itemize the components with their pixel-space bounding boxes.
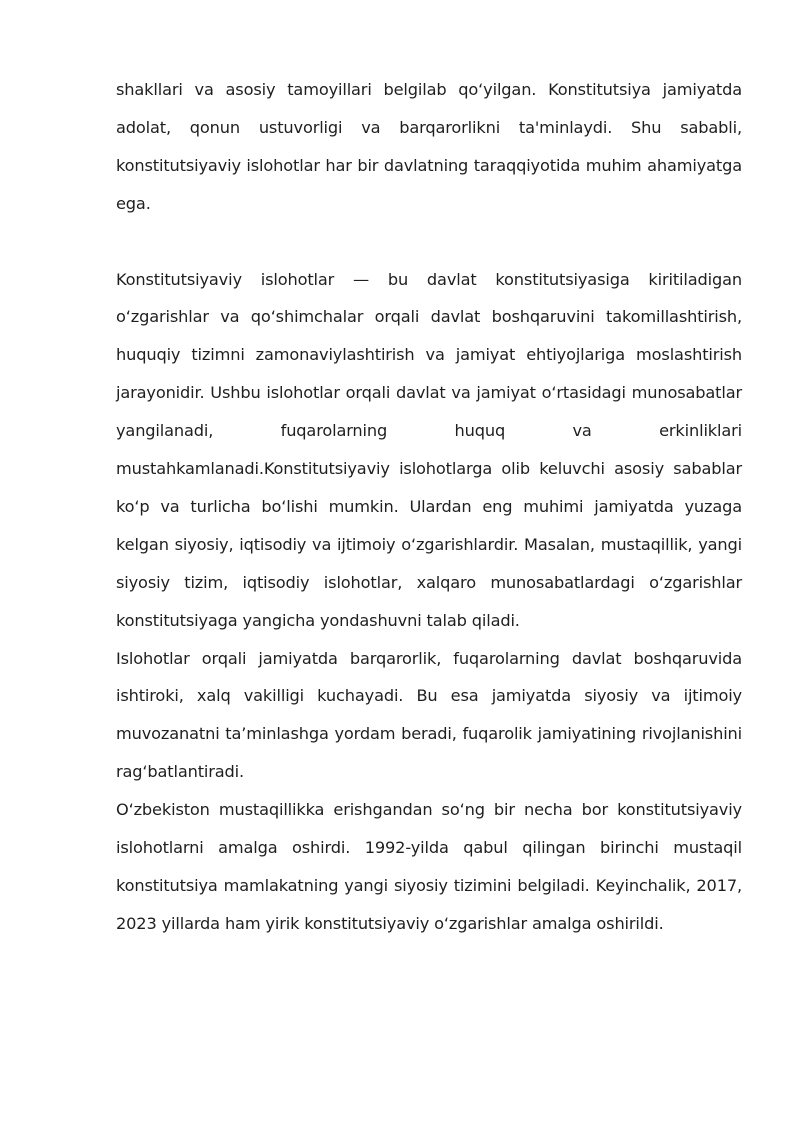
paragraph-uzbekistan: O‘zbekiston mustaqillikka erishgandan so‘ng bir necha bor konstitutsiyaviy islohotlarni amalga oshirdi. 1992-yilda qabul qilingan birinchi mustaqil konstitutsiya mamlakatning yangi siyosiy tizimini belgiladi. Keyinchalik, 2017, 2023 yillarda ham yirik konstitutsiyaviy o‘zgarishlar amalga oshirildi.	[116, 800, 742, 933]
document-page	[116, 71, 742, 943]
paragraph-stability: Islohotlar orqali jamiyatda barqarorlik, fuqarolarning davlat boshqaruvida ishtiroki, xalq vakilligi kuchayadi. Bu esa jamiyatda siyosiy va ijtimoiy muvozanatni ta’minlashga yordam beradi, fuqarolik jamiyatining rivojlanishini rag‘batlantiradi.	[116, 648, 742, 782]
paragraph-gap	[116, 223, 742, 261]
paragraph-intro: shakllari va asosiy tamoyillari belgilab qo‘yilgan. Konstitutsiya jamiyatda adolat, qonun ustuvorligi va barqarorlikni ta'minlaydi. Shu sababli, konstitutsiyaviy islohotlar har bir davlatning taraqqiyotida muhim ahamiyatga ega.	[116, 80, 742, 213]
paragraph-definition: Konstitutsiyaviy islohotlar — bu davlat konstitutsiyasiga kiritiladigan o‘zgarishlar va qo‘shimchalar orqali davlat boshqaruvini takomillashtirish, huquqiy tizimni zamonaviylashtirish va jamiyat ehtiyojlariga moslashtirish jarayonidir. Ushbu islohotlar orqali davlat va jamiyat o‘rtasidagi munosabatlar yangilanadi, fuqarolarning huquq va erkinliklari mustahkamlanadi.Konstitutsiyaviy islohotlarga olib keluvchi asosiy sabablar ko‘p va turlicha bo‘lishi mumkin. Ulardan eng muhimi jamiyatda yuzaga kelgan siyosiy, iqtisodiy va ijtimoiy o‘zgarishlardir. Masalan, mustaqillik, yangi siyosiy tizim, iqtisodiy islohotlar, xalqaro munosabatlardagi o‘zgarishlar konstitutsiyaga yangicha yondashuvni talab qiladi.	[116, 269, 742, 630]
